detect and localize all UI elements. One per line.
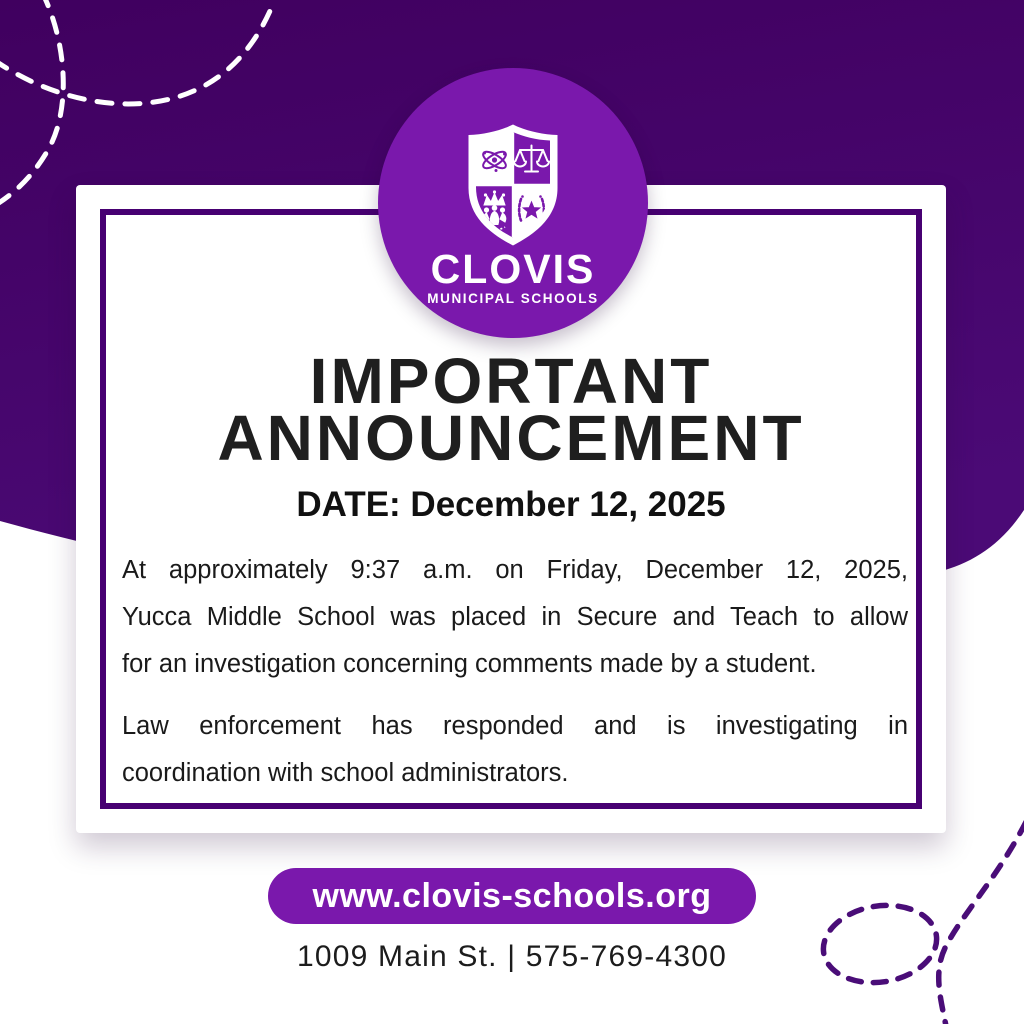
- paragraph-line: At approximately 9:37 a.m. on Friday, December 12, 2025,: [122, 556, 908, 584]
- address-phone-line: [0, 940, 1024, 974]
- paragraph-line: Yucca Middle School was placed in Secure and Teach to allow: [122, 603, 908, 631]
- paragraph-incident: [122, 547, 908, 688]
- page-title: [76, 345, 946, 474]
- title-line-1: IMPORTANT: [309, 345, 713, 417]
- shield-crest: [463, 123, 563, 247]
- paragraph-line: for an investigation concerning comments made by a student.: [122, 650, 817, 678]
- date-label: DATE: December 12, 2025: [296, 485, 726, 524]
- school-logo-badge: [378, 68, 648, 338]
- street-address: 1009 Main St.: [296, 940, 498, 973]
- paragraph-law-enforcement: [122, 703, 908, 797]
- separator: |: [507, 940, 517, 973]
- paragraph-line: coordination with school administrators.: [122, 759, 569, 787]
- brand-subtitle: MUNICIPAL SCHOOLS: [427, 291, 599, 306]
- phone-number: 575-769-4300: [525, 940, 728, 973]
- title-line-2: ANNOUNCEMENT: [217, 402, 805, 474]
- website-pill[interactable]: [268, 868, 756, 924]
- paragraph-line: Law enforcement has responded and is investigating in: [122, 712, 908, 740]
- brand-name: CLOVIS: [430, 246, 596, 292]
- website-url: www.clovis-schools.org: [312, 876, 712, 915]
